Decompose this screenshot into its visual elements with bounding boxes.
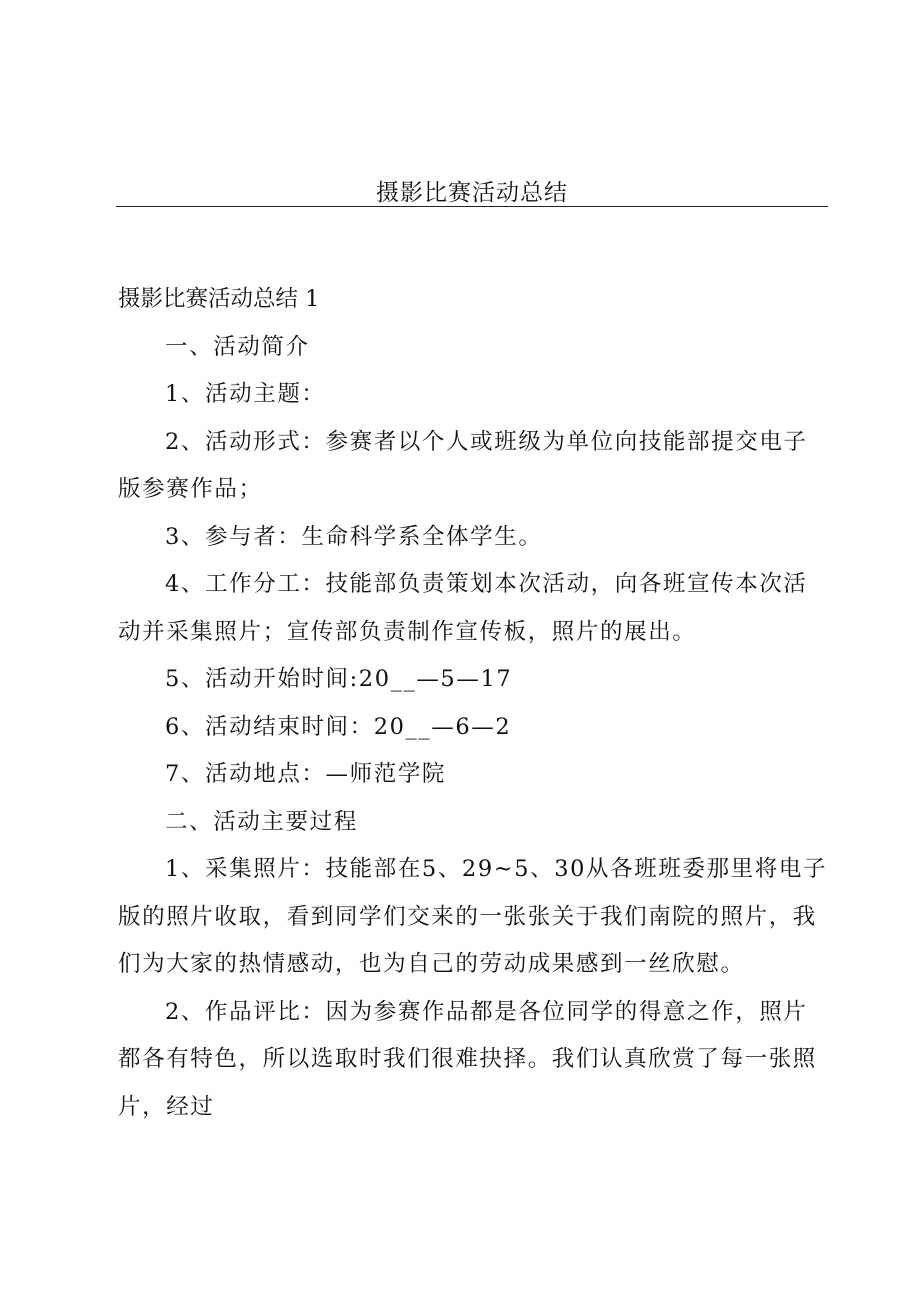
page-header <box>116 170 828 207</box>
paragraph-location: 7、活动地点：—师范学院 <box>165 761 447 787</box>
section-heading: 摄影比赛活动总结 1 <box>118 286 320 312</box>
paragraph-end-time: 6、活动结束时间：20__—6—2 <box>165 713 512 740</box>
document-title: 摄影比赛活动总结 <box>376 180 568 206</box>
paragraph-photo-collection: 1、采集照片：技能部在5、29~5、30从各班班委那里将电子版的照片收取，看到同学们交来的一张张关于我们南院的照片，我们为大家的热情感动，也为自己的劳动成果感到一丝欣慰。 <box>118 856 828 977</box>
document-body <box>118 276 828 1131</box>
paragraph-intro-heading: 一、活动简介 <box>165 333 310 360</box>
paragraph-division-of-work: 4、工作分工：技能部负责策划本次活动，向各班宣传本次活动并采集照片；宣传部负责制作宣传板，照片的展出。 <box>118 571 808 645</box>
paragraph-participants: 3、参与者：生命科学系全体学生。 <box>165 523 543 550</box>
paragraph-judging: 2、作品评比：因为参赛作品都是各位同学的得意之作，照片都各有特色，所以选取时我们很难抉择。我们认真欣赏了每一张照片，经过 <box>118 998 817 1120</box>
paragraph-format: 2、活动形式：参赛者以个人或班级为单位向技能部提交电子版参赛作品； <box>118 428 808 502</box>
paragraph-theme: 1、活动主题： <box>165 381 326 407</box>
paragraph-process-heading: 二、活动主要过程 <box>165 808 358 835</box>
paragraph-start-time: 5、活动开始时间:20__—5—17 <box>165 666 513 692</box>
